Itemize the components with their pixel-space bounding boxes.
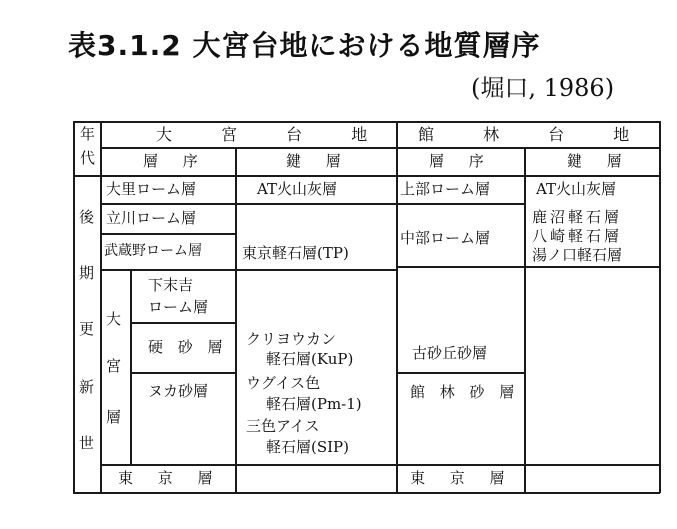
rule [396,266,660,268]
omiya-key-3: 東京軽石層(TP) [242,244,349,262]
era-header-1: 年 [80,125,96,143]
era-label-3: 更 [79,320,95,338]
table-source: (堀口, 1986) [471,74,615,102]
omiya-key-lower-2: 軽石層(KuP) [266,350,354,368]
era-label-2: 期 [79,264,95,282]
tatebayashi-strat-header: 層 序 [429,152,494,170]
omiya-sub-2: ローム層 [148,298,209,316]
tatebayashi-strat-2: 中部ローム層 [400,229,491,247]
rule [100,121,102,493]
omiya-key-lower-1: クリヨウカン [246,330,337,348]
omiya-group-3: 層 [106,408,122,426]
omiya-key-lower-4: 軽石層(Pm-1) [266,395,362,413]
rule [396,372,524,374]
omiya-strat-2: 立川ローム層 [106,209,197,227]
rule [130,372,235,374]
omiya-strat-1: 大里ローム層 [106,180,197,198]
omiya-strat-3: 武蔵野ローム層 [104,243,202,259]
tatebayashi-strat-1: 上部ローム層 [400,180,491,198]
tatebayashi-key-4: 湯ノ口軽石層 [532,246,623,264]
rule [130,269,132,465]
rule [100,203,396,205]
omiya-sub-3: 硬 砂 層 [148,338,228,356]
tatebayashi-key-1: AT火山灰層 [536,180,617,198]
rule [524,147,526,492]
rule [130,322,235,324]
omiya-sub-1: 下末吉 [148,276,194,294]
omiya-key-lower-3: ウグイス色 [246,374,321,392]
omiya-sub-4: ヌカ砂層 [148,382,209,400]
rule [659,121,661,493]
omiya-key-1: AT火山灰層 [257,180,338,198]
era-header-2: 代 [80,149,96,167]
era-label-4: 新 [79,378,95,396]
tatebayashi-plateau-header: 館 林 台 地 [418,125,652,144]
rule [100,233,235,235]
rule [100,147,660,149]
rule [73,121,660,123]
tatebayashi-key-2: 鹿沼軽石層 [532,208,623,226]
era-label-5: 世 [79,434,95,452]
omiya-key-header: 鍵 層 [286,152,351,170]
rule [396,121,398,493]
omiya-strat-header: 層 序 [143,152,208,170]
rule [235,147,237,492]
omiya-group-1: 大 [106,310,122,328]
omiya-key-lower-5: 三色アイス [246,417,320,435]
table-title: 表3.1.2 大宮台地における地質層序 [68,29,541,62]
rule [73,492,660,494]
omiya-key-lower-6: 軽石層(SIP) [266,438,349,456]
omiya-group-2: 宮 [106,357,122,375]
omiya-bottom: 東 京 層 [118,469,223,487]
rule [100,269,396,271]
tatebayashi-strat-4: 館 林 砂 層 [410,383,520,401]
tatebayashi-strat-3: 古砂丘砂層 [412,344,488,362]
rule [73,121,75,493]
tatebayashi-key-header: 鍵 層 [567,152,632,170]
omiya-plateau-header: 大 宮 台 地 [156,125,390,144]
rule [396,203,524,205]
rule [100,464,660,466]
era-label-1: 後 [79,208,95,226]
tatebayashi-bottom: 東 京 層 [410,469,515,487]
tatebayashi-key-3: 八崎軽石層 [532,227,623,245]
rule [73,175,660,177]
